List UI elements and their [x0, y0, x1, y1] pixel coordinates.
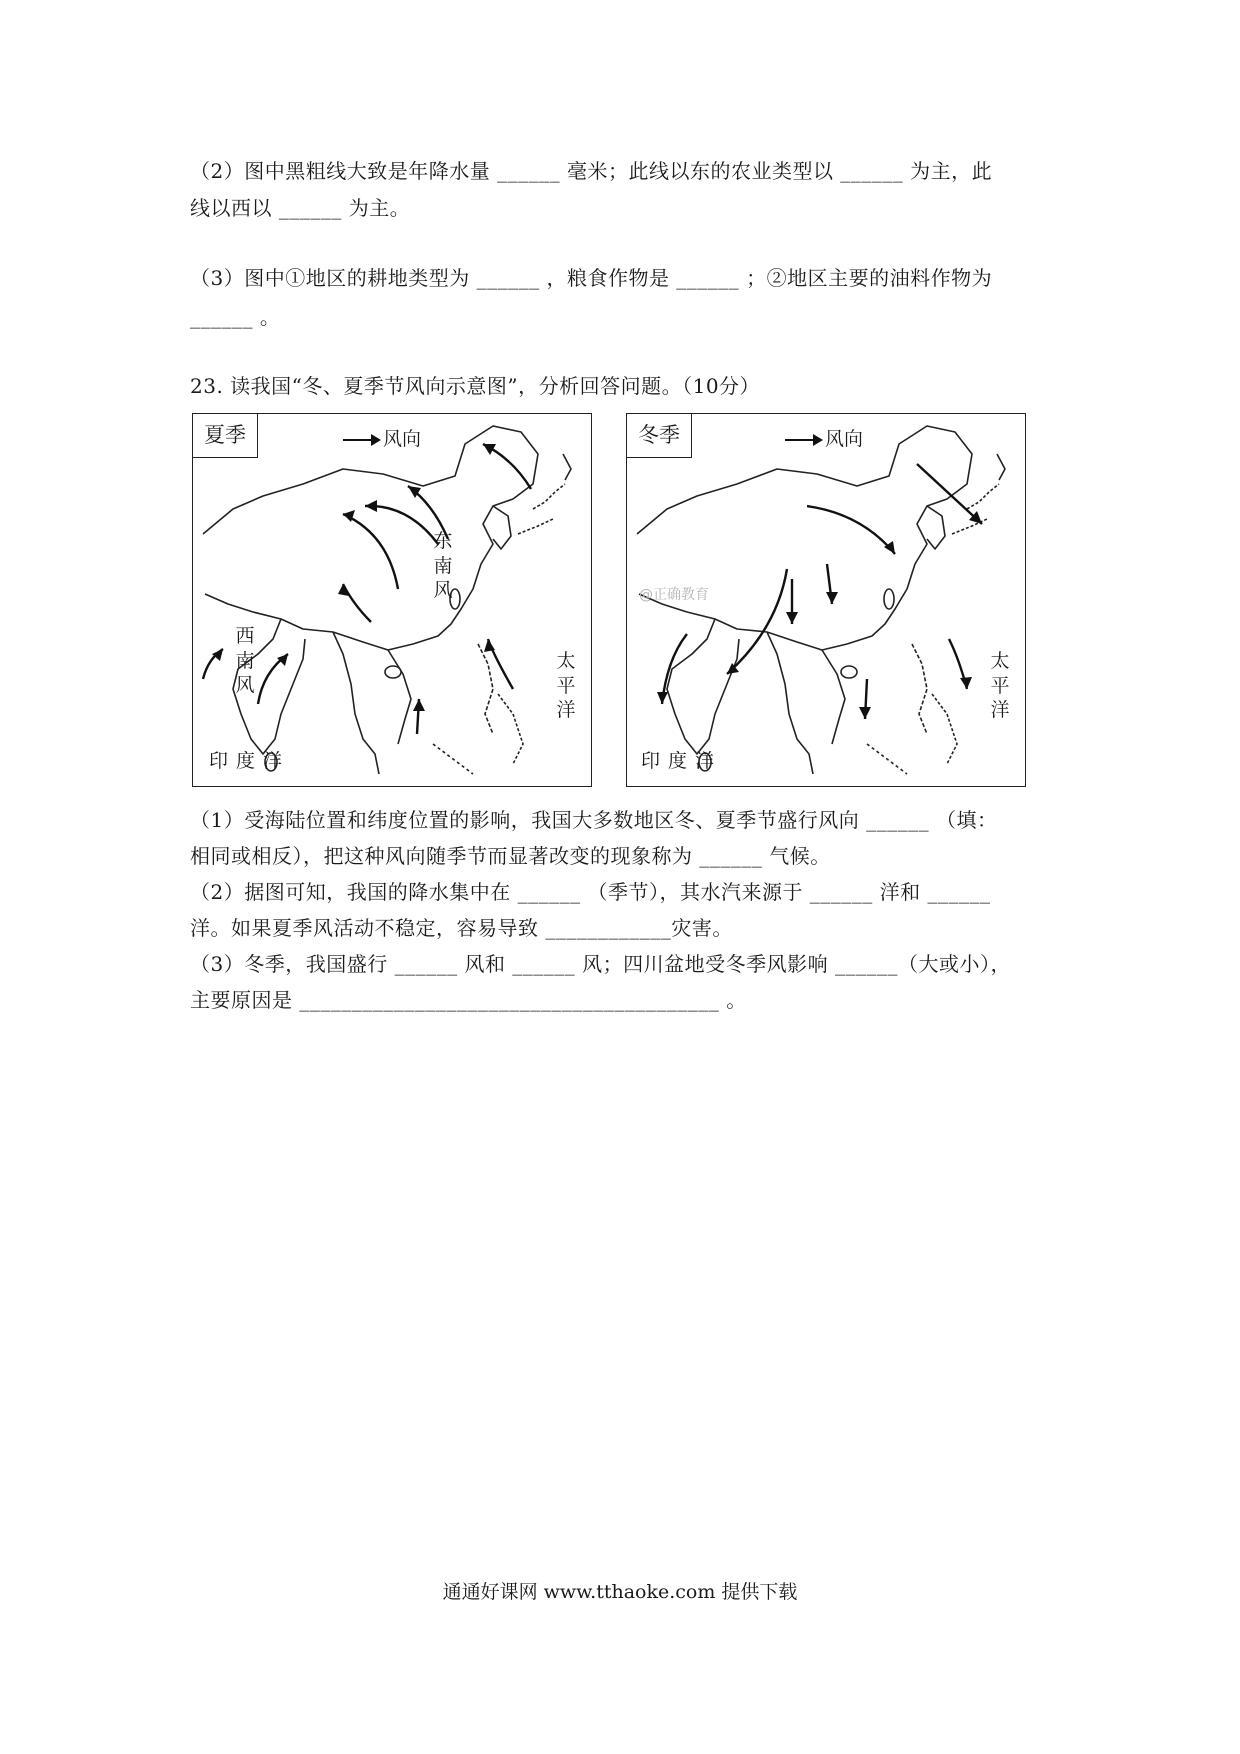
q23-part1-line2: 相同或相反），把这种风向随季节而显著改变的现象称为 ______ 气候。 [190, 844, 831, 868]
footer-source: 通通好课网 www.tthaoke.com 提供下载 [442, 1581, 798, 1603]
summer-southwest-wind-label: 西南风 [235, 625, 255, 697]
winter-wind-arrows [662, 464, 982, 719]
winter-legend [785, 424, 863, 451]
winter-wind-map [626, 413, 1026, 787]
q23-part3-line2: 主要原因是 ________________________________________ 。 [190, 988, 747, 1012]
q23-title: 23. 读我国“冬、夏季节风向示意图”，分析回答问题。（10分） [190, 374, 761, 398]
watermark: @正确教育 [639, 587, 709, 603]
q22-part2-line1: （2）图中黑粗线大致是年降水量 ______ 毫米；此线以东的农业类型以 ______ 为主，此 [190, 159, 993, 183]
q23-part1-line1: （1）受海陆位置和纬度位置的影响，我国大多数地区冬、夏季节盛行风向 ______ （填： [190, 808, 998, 832]
winter-legend-label: 风向 [825, 428, 864, 450]
q23-part2-line1: （2）据图可知，我国的降水集中在 ______ （季节），其水汽来源于 ______ 洋和 ______ [190, 880, 991, 904]
summer-southeast-wind-label: 东南风 [433, 530, 453, 602]
q22-part3-line2: ______ 。 [190, 305, 281, 329]
summer-season-label: 夏季 [193, 414, 258, 458]
q22-part2-line2: 线以西以 ______ 为主。 [190, 196, 411, 220]
summer-wind-map [192, 413, 592, 787]
summer-indian-ocean-label: 印度洋 [209, 750, 291, 772]
summer-legend-label: 风向 [383, 428, 422, 450]
winter-indian-ocean-label: 印度洋 [641, 750, 723, 772]
china-outline [637, 426, 972, 650]
winter-arrowheads [657, 511, 982, 719]
china-outline [203, 426, 538, 650]
summer-legend [343, 424, 421, 451]
q23-part3-line1: （3）冬季，我国盛行 ______ 风和 ______ 风；四川盆地受冬季风影响 ______（大或小）， [190, 952, 1012, 976]
winter-season-label: 冬季 [627, 414, 692, 458]
q22-part3-line1: （3）图中①地区的耕地类型为 ______ ，粮食作物是 ______ ；②地区主要的油料作物为 [190, 266, 993, 290]
q23-part2-line2: 洋。如果夏季风活动不稳定，容易导致 ____________灾害。 [190, 916, 733, 940]
winter-pacific-label: 太平洋 [990, 650, 1010, 722]
legend-arrow-icon [343, 439, 379, 441]
legend-arrow-icon [785, 439, 821, 441]
summer-pacific-label: 太平洋 [556, 650, 576, 722]
summer-map-drawing [193, 414, 591, 786]
